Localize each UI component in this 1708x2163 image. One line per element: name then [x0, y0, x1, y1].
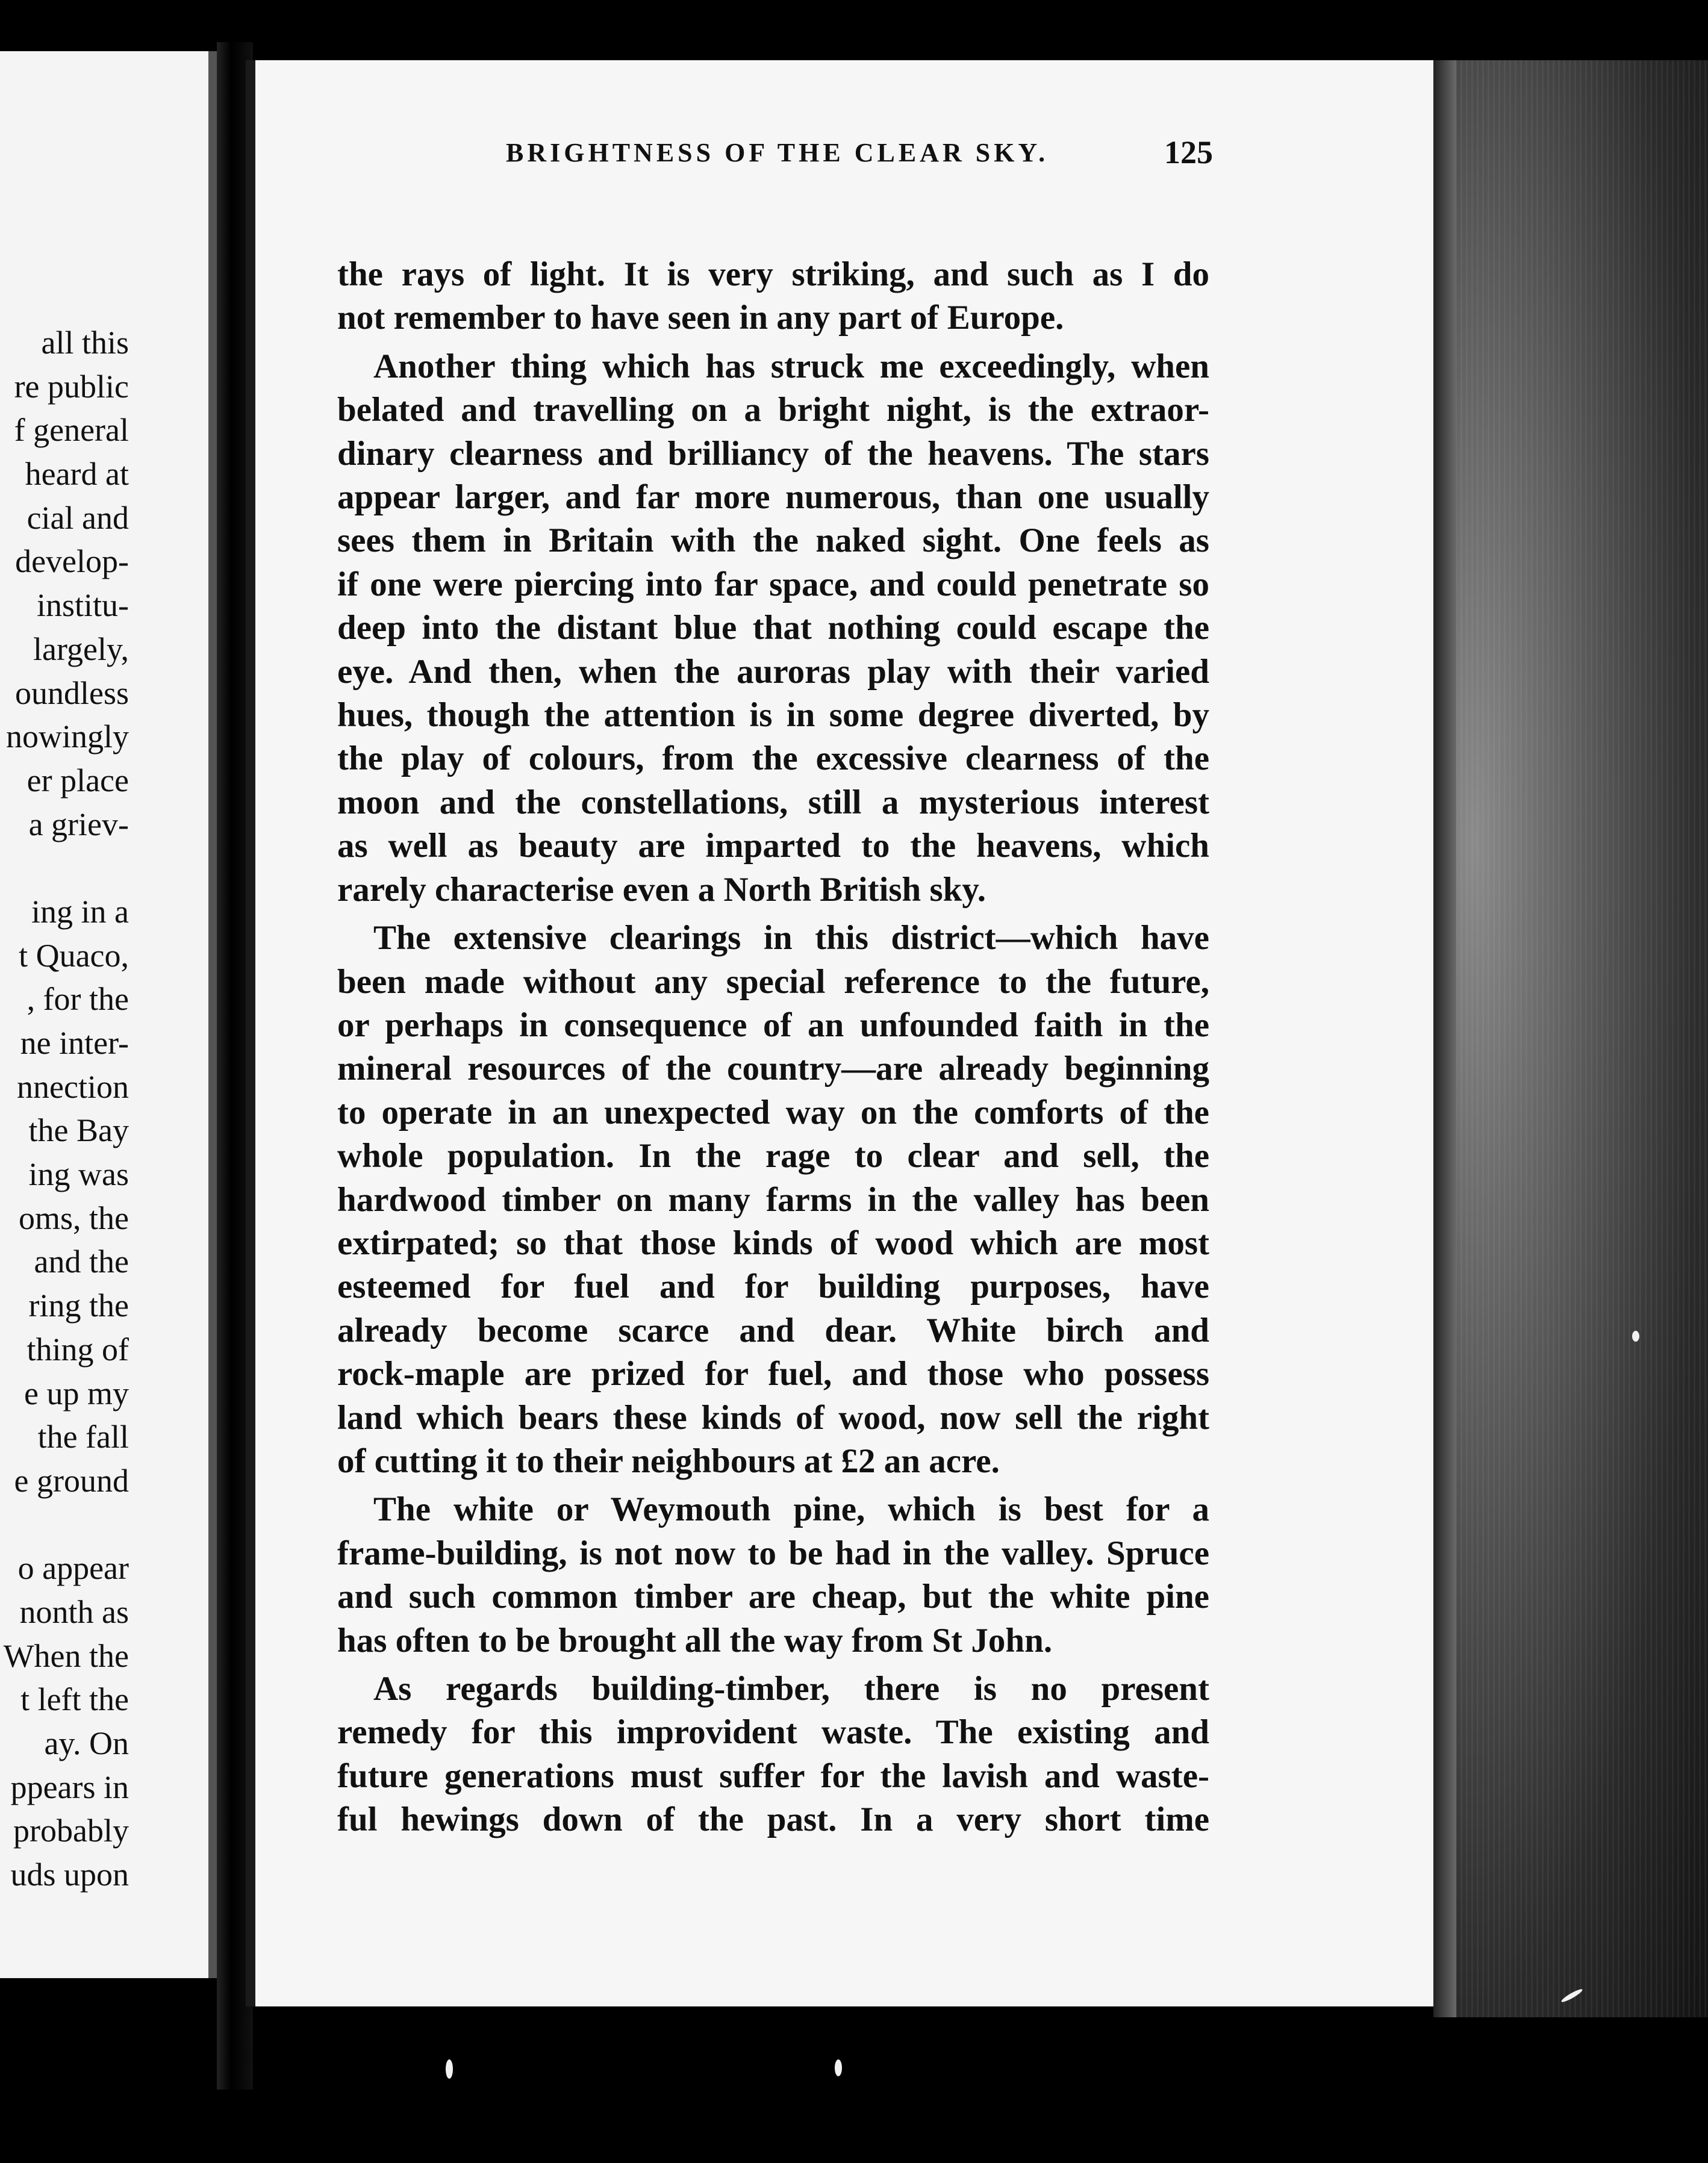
- text-line: rock-maple are prized for fuel, and those who possess: [337, 1355, 1209, 1393]
- body-text: [337, 253, 1209, 1842]
- scan-speck: [1560, 1988, 1584, 2004]
- text-line: remedy for this improvident waste. The existing and: [337, 1713, 1209, 1752]
- previous-page-line: ing was: [28, 1156, 129, 1193]
- previous-page-line: When the: [3, 1637, 129, 1674]
- text-line: appear larger, and far more numerous, than one usually: [337, 478, 1209, 517]
- previous-page-line: ppears in: [10, 1769, 129, 1805]
- page-number: 125: [1164, 134, 1213, 170]
- previous-page-line: e ground: [14, 1462, 129, 1499]
- text-line: hardwood timber on many farms in the valley has been: [337, 1180, 1209, 1219]
- previous-page-line: t Quaco,: [19, 937, 129, 974]
- running-title: BRIGHTNESS OF THE CLEAR SKY.: [506, 138, 1049, 167]
- text-line: rarely characterise even a North British sky.: [337, 870, 986, 909]
- text-line: already become scarce and dear. White birch and: [337, 1311, 1209, 1349]
- text-line: deep into the distant blue that nothing could escape the: [337, 609, 1209, 647]
- paragraph: [337, 917, 1209, 1483]
- running-head: [259, 134, 1213, 185]
- previous-page-line: nnection: [17, 1068, 129, 1105]
- text-line: whole population. In the rage to clear and sell, the: [337, 1137, 1209, 1175]
- text-line: not remember to have seen in any part of Europe.: [337, 299, 1064, 337]
- previous-page-line: ring the: [28, 1287, 129, 1324]
- previous-page-line: thing of: [26, 1331, 129, 1368]
- previous-page-line: institu-: [36, 587, 129, 624]
- text-line: dinary clearness and brilliancy of the heavens. The stars: [337, 434, 1209, 473]
- text-line: or perhaps in consequence of an unfounded faith in the: [337, 1006, 1209, 1044]
- text-line: has often to be brought all the way from St John.: [337, 1621, 1053, 1660]
- previous-page-line: oundless: [15, 674, 129, 711]
- scan-speck: [446, 2059, 453, 2079]
- previous-page-line: , for the: [26, 981, 129, 1018]
- previous-page-text: [4, 321, 129, 1897]
- page-edge-shadow: [1433, 60, 1708, 2017]
- previous-page-line: uds upon: [10, 1856, 129, 1893]
- previous-page-line: the fall: [37, 1419, 129, 1455]
- paragraph: [337, 1488, 1209, 1663]
- text-line: future generations must suffer for the lavish and waste-: [337, 1757, 1209, 1795]
- previous-page-line: develop-: [15, 543, 129, 580]
- previous-page-line: the Bay: [28, 1112, 129, 1149]
- text-line: of cutting it to their neighbours at £2 an acre.: [337, 1442, 1000, 1480]
- text-line: the rays of light. It is very striking, and such as I do: [337, 255, 1209, 293]
- previous-page-line: cial and: [26, 499, 129, 536]
- paragraph: [337, 253, 1209, 340]
- text-line: to operate in an unexpected way on the comforts of the: [337, 1093, 1209, 1131]
- text-line: esteemed for fuel and for building purposes, have: [337, 1268, 1209, 1306]
- previous-page-line: ay. On: [44, 1725, 129, 1761]
- text-line: belated and travelling on a bright night, is the extraor-: [337, 391, 1209, 429]
- previous-page-line: ne inter-: [20, 1025, 129, 1061]
- previous-page-line: probably: [13, 1813, 129, 1849]
- text-line: if one were piercing into far space, and could penetrate so: [337, 565, 1209, 603]
- text-line: sees them in Britain with the naked sight. One feels as: [337, 521, 1209, 560]
- previous-page-line: nonth as: [19, 1593, 129, 1630]
- text-line: and such common timber are cheap, but the white pine: [337, 1578, 1209, 1616]
- text-line: as well as beauty are imparted to the heavens, which: [337, 827, 1209, 865]
- text-line: moon and the constellations, still a mysterious interest: [337, 783, 1209, 821]
- previous-page-line: oms, the: [19, 1200, 129, 1236]
- previous-page-line: o appear: [17, 1550, 129, 1587]
- text-line: extirpated; so that those kinds of wood which are most: [337, 1224, 1209, 1262]
- previous-page-line: [4, 1503, 129, 1547]
- previous-page-line: er place: [26, 762, 129, 798]
- previous-page-line: and the: [34, 1243, 129, 1280]
- text-line: the play of colours, from the excessive clearness of the: [337, 739, 1209, 778]
- text-line: The white or Weymouth pine, which is best for a: [373, 1490, 1209, 1529]
- previous-page-line: re public: [14, 368, 129, 405]
- paragraph: [337, 1667, 1209, 1842]
- previous-page-fragment: [0, 51, 217, 1978]
- text-line: land which bears these kinds of wood, now sell the right: [337, 1398, 1209, 1437]
- text-line: frame-building, is not now to be had in the valley. Spruce: [337, 1534, 1209, 1572]
- previous-page-line: a griev-: [28, 806, 129, 842]
- previous-page-line: ing in a: [31, 893, 129, 930]
- text-line: mineral resources of the country—are already beginning: [337, 1050, 1209, 1088]
- previous-page-line: [4, 846, 129, 890]
- paragraph: [337, 345, 1209, 912]
- previous-page-line: heard at: [25, 456, 129, 493]
- text-line: The extensive clearings in this district—which have: [373, 919, 1209, 957]
- text-line: hues, though the attention is in some degree diverted, by: [337, 696, 1209, 735]
- scan-speck: [1632, 1331, 1639, 1342]
- previous-page-line: e up my: [24, 1375, 129, 1411]
- text-line: ful hewings down of the past. In a very short time: [337, 1800, 1209, 1839]
- previous-page-line: nowingly: [5, 718, 129, 755]
- previous-page-line: t left the: [20, 1681, 129, 1718]
- text-line: eye. And then, when the auroras play with their varied: [337, 652, 1209, 691]
- previous-page-line: largely,: [33, 630, 129, 667]
- scan-speck: [835, 2059, 842, 2076]
- text-line: Another thing which has struck me exceedingly, when: [373, 347, 1209, 385]
- text-line: been made without any special reference to the future,: [337, 962, 1209, 1001]
- text-line: As regards building-timber, there is no present: [373, 1670, 1209, 1708]
- previous-page-line: all this: [41, 325, 129, 361]
- previous-page-line: f general: [14, 412, 129, 449]
